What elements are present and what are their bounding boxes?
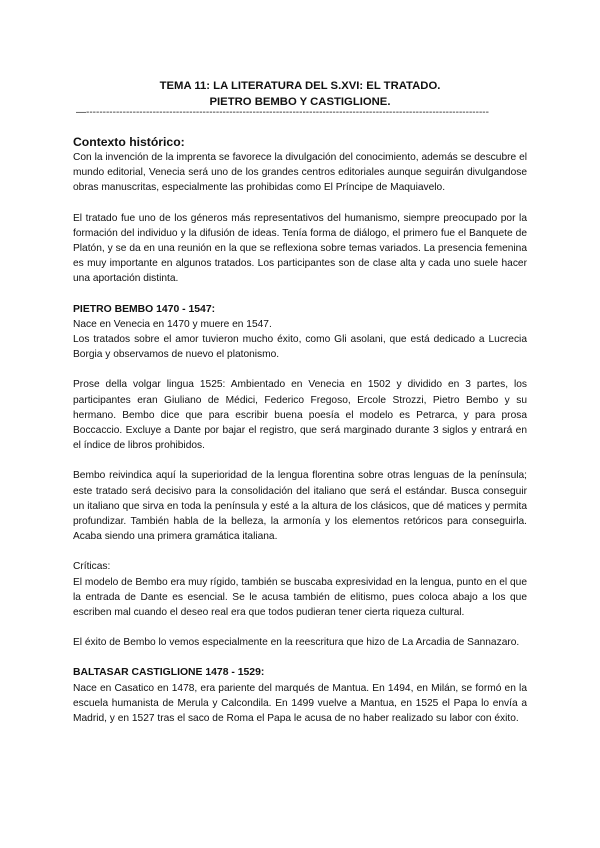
bembo-paragraph-6: El éxito de Bembo lo vemos especialmente en la reescritura que hizo de La Arcadia de Sannazaro. — [73, 637, 520, 649]
context-paragraph-2: El tratado fue uno de los géneros más representativos del humanismo, siempre preocupado por la formación del individuo y la difusión de ideas. Tenía forma de diálogo, el primero fue el Banquete de Platón, y se da en una reunión en la que se reflexiona sobre temas variados. La presencia femenina es muy importante en algunos tratados. Los participantes son de clase alta y cada uno suele hacer una aportación distinta. — [73, 212, 527, 285]
bembo-paragraph-1: Nace en Venecia en 1470 y muere en 1547. — [73, 318, 272, 330]
castiglione-heading: BALTASAR CASTIGLIONE 1478 - 1529: — [73, 667, 265, 679]
bembo-paragraph-5: El modelo de Bembo era muy rígido, también se buscaba expresividad en la lengua, punto en el que la entrada de Dante es esencial. Se le acusa también de elitismo, pues coloca abajo a los que escriben mal cuando el deseo real era que todos pudieran tener cierta riqueza cultural. — [73, 576, 527, 619]
dashed-rule: —------------------------------------------------------------------------------------------------------------------------- — [76, 108, 489, 118]
bembo-paragraph-4: Bembo reivindica aquí la superioridad de la lengua florentina sobre otras lenguas de la península; este tratado será decisivo para la consolidación del italiano que será el estándar. Busca conseguir un italiano que sirva en toda la península y esté a la altura de los clásicos, que dé matices y permita profundizar. También habla de la belleza, la armonía y los elementos retóricos para conseguirla. Acaba siendo una primera gramática italiana. — [73, 470, 527, 543]
context-heading: Contexto histórico: — [73, 135, 185, 149]
criticas-label: Críticas: — [73, 561, 111, 573]
bembo-paragraph-3: Prose della volgar lingua 1525: Ambientado en Venecia en 1502 y dividido en 3 partes, los participantes eran Giuliano de Médici, Federico Fregoso, Ercole Strozzi, Pietro Bembo y su hermano. Bembo dice que para escribir buena poesía el modelo es Petrarca, y para prosa Boccaccio. Excluye a Dante por bajar el registro, que será marginado durante 3 siglos y entrará en el índice de libros prohibidos. — [73, 379, 527, 452]
title-line-2: PIETRO BEMBO Y CASTIGLIONE. — [209, 96, 391, 108]
bembo-paragraph-2: Los tratados sobre el amor tuvieron mucho éxito, como Gli asolani, que está dedicado a Lucrecia Borgia y observamos de nuevo el platonismo. — [73, 334, 527, 361]
castiglione-paragraph-1: Nace en Casatico en 1478, era pariente del marqués de Mantua. En 1494, en Milán, se formó en la escuela humanista de Merula y Calcondila. En 1499 vuelve a Mantua, en 1525 el Papa lo envía a Madrid, y en 1527 tras el saco de Roma el Papa le acusa de no haber realizado su labor con éxito. — [73, 682, 527, 725]
bembo-heading: PIETRO BEMBO 1470 - 1547: — [73, 303, 216, 315]
title-line-1: TEMA 11: LA LITERATURA DEL S.XVI: EL TRATADO. — [159, 80, 441, 92]
document-title — [0, 78, 600, 110]
context-paragraph-1: Con la invención de la imprenta se favorece la divulgación del conocimiento, además se descubre el mundo editorial, Venecia será uno de los grandes centros editoriales aunque seguirán divulgandose obras manuscritas, especialmente las prohibidas como El Príncipe de Maquiavelo. — [73, 152, 527, 194]
document-body — [73, 132, 527, 741]
